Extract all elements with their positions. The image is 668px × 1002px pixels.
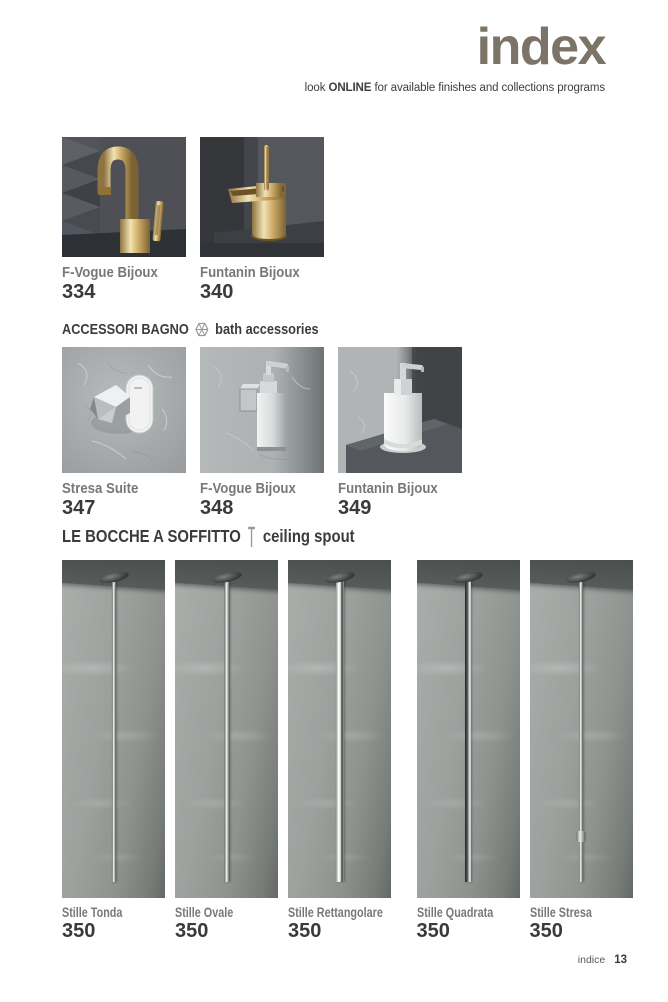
spout-rod bbox=[224, 580, 229, 882]
product-name: F-Vogue Bijoux bbox=[200, 480, 296, 497]
product-card bbox=[62, 347, 186, 518]
spout-rod bbox=[336, 580, 344, 882]
product-name: Stille Ovale bbox=[175, 905, 234, 920]
page-title: index bbox=[476, 18, 605, 76]
product-card bbox=[200, 137, 324, 302]
product-page-number: 349 bbox=[338, 497, 372, 519]
product-name: Funtanin Bijoux bbox=[200, 264, 300, 281]
product-card bbox=[175, 560, 278, 941]
bath-accessories-row bbox=[62, 347, 462, 518]
ceiling-spouts-row bbox=[62, 560, 633, 941]
stille-rettangolare-image bbox=[288, 560, 391, 898]
product-name: Stille Rettangolare bbox=[288, 905, 383, 920]
spout-rod bbox=[465, 580, 471, 882]
footer-section-label: indice bbox=[577, 954, 606, 966]
product-name: Stille Tonda bbox=[62, 905, 123, 920]
section-header-english: ceiling spout bbox=[262, 526, 355, 546]
product-name: F-Vogue Bijoux bbox=[62, 264, 158, 281]
online-note-prefix: look bbox=[304, 81, 326, 94]
hexagon-wheel-icon bbox=[195, 321, 209, 338]
stille-quadrata-image bbox=[417, 560, 520, 898]
masthead bbox=[304, 18, 605, 94]
product-card bbox=[338, 347, 462, 518]
product-page-number: 347 bbox=[62, 497, 96, 519]
product-page-number: 350 bbox=[416, 920, 450, 942]
funtanin-faucet-image bbox=[200, 137, 324, 257]
product-name: Funtanin Bijoux bbox=[338, 480, 438, 497]
ceiling-spout-icon bbox=[247, 526, 257, 547]
product-name: Stille Quadrata bbox=[416, 905, 493, 920]
product-card bbox=[62, 137, 186, 302]
product-card bbox=[200, 347, 324, 518]
product-card bbox=[530, 560, 633, 941]
product-card bbox=[62, 560, 165, 941]
product-page-number: 334 bbox=[62, 281, 96, 303]
product-name: Stresa Suite bbox=[62, 480, 139, 497]
stille-ovale-image bbox=[175, 560, 278, 898]
product-card bbox=[417, 560, 520, 941]
section-header-english: bath accessories bbox=[215, 321, 319, 338]
online-note-bold: ONLINE bbox=[328, 81, 372, 94]
stille-stresa-image bbox=[530, 560, 633, 898]
product-page-number: 350 bbox=[529, 920, 563, 942]
footer-page-number: 13 bbox=[614, 954, 627, 966]
product-page-number: 350 bbox=[175, 920, 209, 942]
product-page-number: 340 bbox=[200, 281, 234, 303]
spout-rod bbox=[112, 580, 116, 882]
page-footer bbox=[578, 954, 627, 966]
spout-collar bbox=[577, 831, 586, 842]
online-note bbox=[305, 82, 605, 94]
product-page-number: 350 bbox=[62, 920, 96, 942]
product-card bbox=[288, 560, 407, 941]
product-page-number: 348 bbox=[200, 497, 234, 519]
stresa-hook-image bbox=[62, 347, 186, 473]
f-vogue-dispenser-image bbox=[200, 347, 324, 473]
section-header-italian: ACCESSORI BAGNO bbox=[62, 321, 189, 338]
section-header-ceiling-spout bbox=[62, 526, 406, 547]
product-page-number: 350 bbox=[288, 920, 322, 942]
online-note-suffix: for available finishes and collections programs bbox=[374, 81, 605, 94]
stille-tonda-image bbox=[62, 560, 165, 898]
f-vogue-faucet-image bbox=[62, 137, 186, 257]
product-name: Stille Stresa bbox=[529, 905, 592, 920]
section-header-bath-accessories bbox=[62, 321, 364, 339]
funtanin-dispenser-image bbox=[338, 347, 462, 473]
faucet-products-row bbox=[62, 137, 324, 302]
section-header-italian: LE BOCCHE A SOFFITTO bbox=[62, 526, 241, 546]
